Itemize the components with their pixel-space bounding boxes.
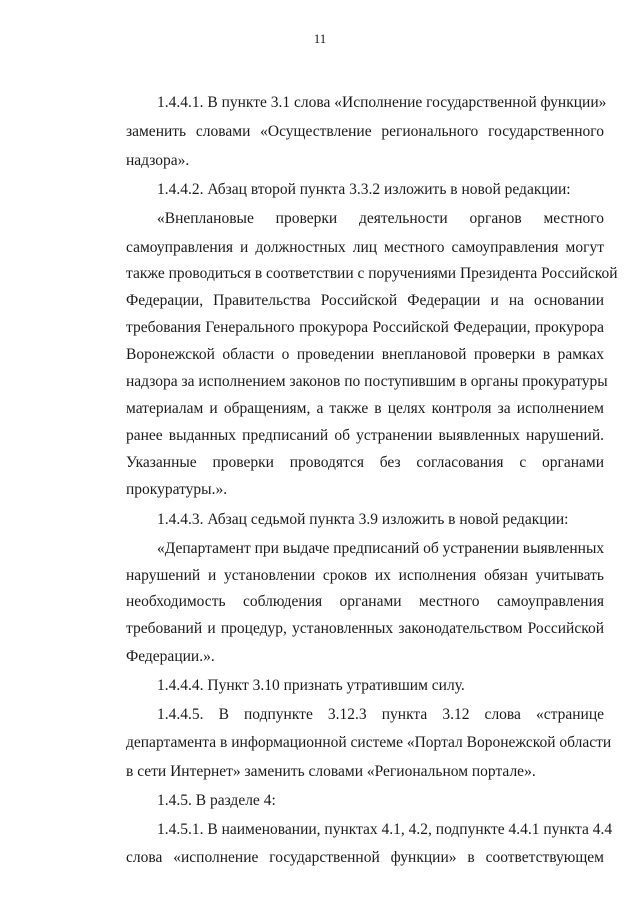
text-line: 1.4.4.4. Пункт 3.10 признать утратившим силу. (157, 677, 465, 694)
text-line: также проводиться в соответствии с поручениями Президента Российской (126, 265, 618, 282)
text-line: необходимость соблюдения органами местного самоуправления (126, 593, 604, 610)
text-line: ранее выданных предписаний об устранении выявленных нарушений. (126, 427, 604, 444)
text-line: материалам и обращениям, а также в целях контроля за исполнением (126, 400, 604, 417)
text-line: самоуправления и должностных лиц местного самоуправления могут (126, 239, 604, 256)
text-line: требования Генерального прокурора Российской Федерации, прокурора (126, 319, 604, 336)
text-line: «Внеплановые проверки деятельности органов местного (157, 210, 604, 227)
text-line: слова «исполнение государственной функции» в соответствующем (126, 849, 604, 866)
text-line: нарушений и установлении сроков их исполнения обязан учитывать (126, 567, 604, 584)
page-number: 11 (313, 31, 327, 46)
text-line: заменить словами «Осуществление регионального государственного (126, 123, 604, 140)
text-line: 1.4.4.5. В подпункте 3.12.3 пункта 3.12 слова «странице (157, 706, 604, 723)
text-line: требований и процедур, установленных законодательством Российской (126, 620, 604, 637)
text-line: прокуратуры.». (126, 481, 228, 498)
text-line: Федерации, Правительства Российской Федерации и на основании (126, 292, 604, 309)
text-line: 1.4.4.2. Абзац второй пункта 3.3.2 изложить в новой редакции: (157, 181, 571, 198)
text-line: 1.4.5.1. В наименовании, пунктах 4.1, 4.2, подпункте 4.4.1 пункта 4.4 (157, 821, 613, 838)
text-line: надзора за исполнением законов по поступившим в органы прокуратуры (126, 373, 608, 390)
text-line: 1.4.5. В разделе 4: (157, 792, 276, 809)
text-line: надзора». (126, 152, 190, 169)
text-line: Воронежской области о проведении внеплановой проверки в рамках (126, 346, 604, 363)
text-line: Федерации.». (126, 648, 215, 665)
text-line: Указанные проверки проводятся без согласования с органами (126, 454, 604, 471)
text-line: 1.4.4.3. Абзац седьмой пункта 3.9 изложить в новой редакции: (157, 511, 569, 528)
text-line: 1.4.4.1. В пункте 3.1 слова «Исполнение государственной функции» (157, 94, 607, 111)
text-line: «Департамент при выдаче предписаний об устранении выявленных (157, 540, 605, 557)
text-line: департамента в информационной системе «Портал Воронежской области (126, 734, 612, 751)
text-line: в сети Интернет» заменить словами «Региональном портале». (126, 763, 536, 780)
